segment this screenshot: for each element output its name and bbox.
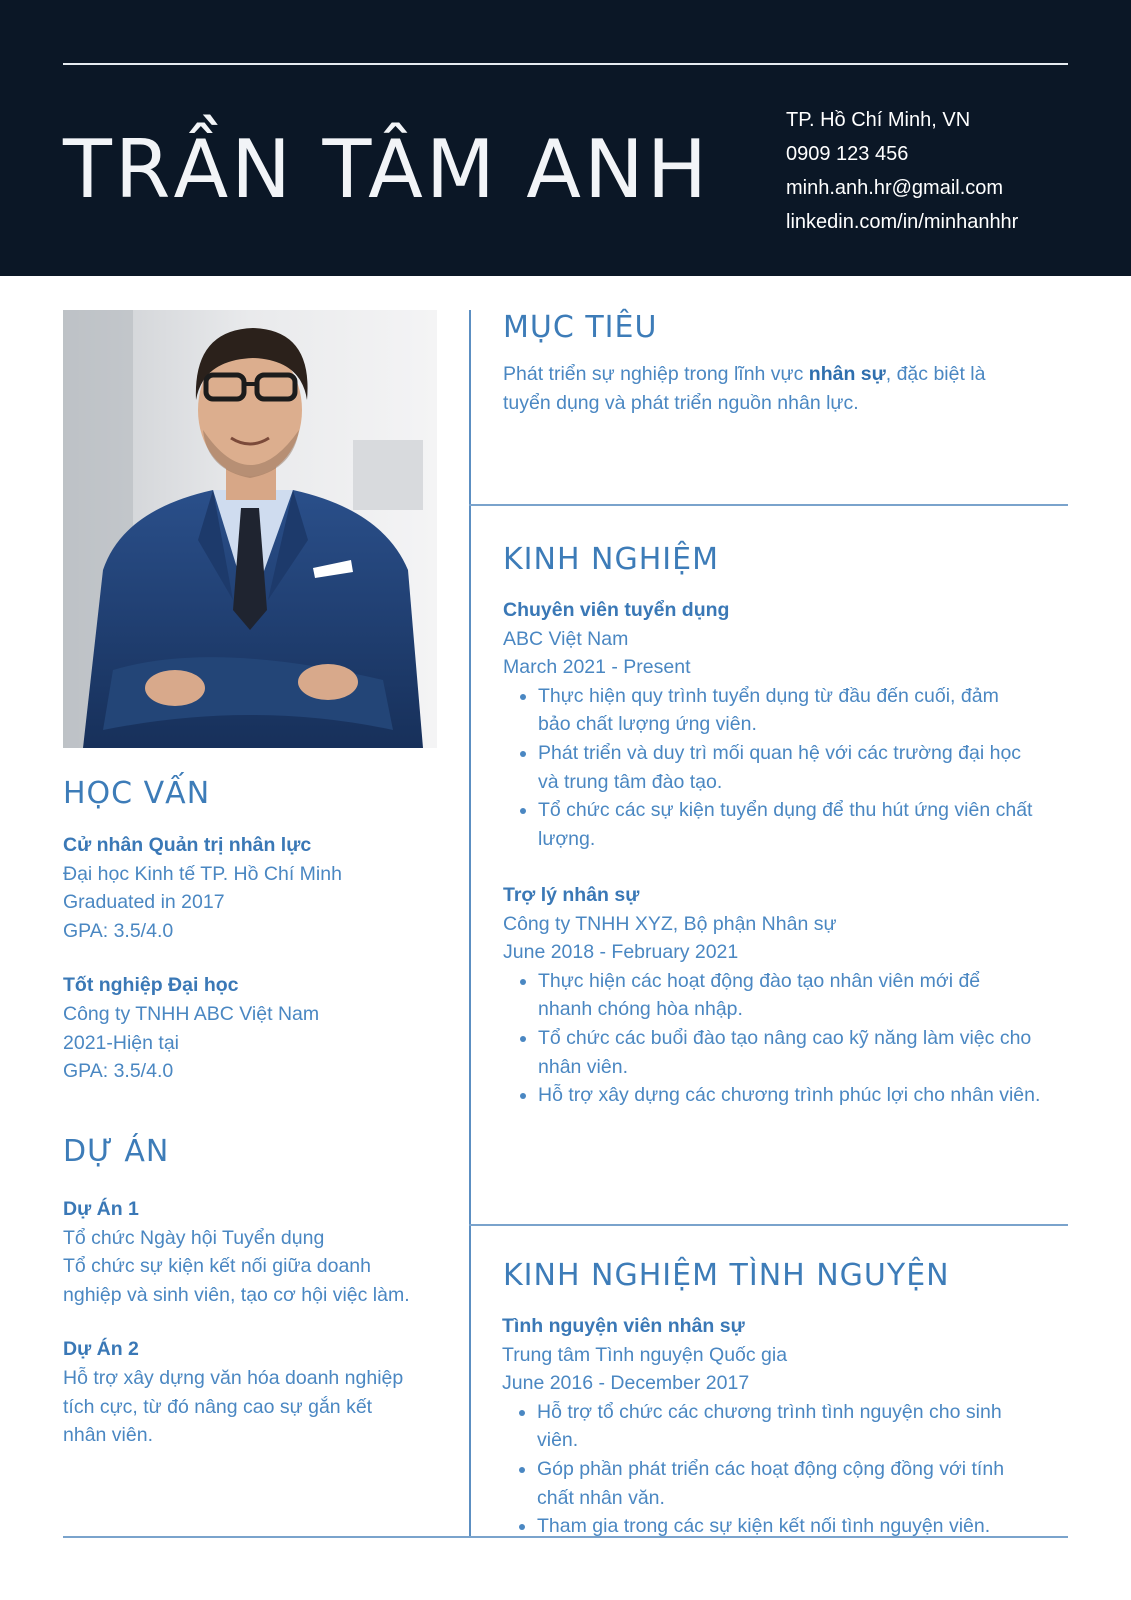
job-company: ABC Việt Nam xyxy=(503,627,629,650)
volunteer-org: Trung tâm Tình nguyện Quốc gia xyxy=(502,1343,788,1366)
list-item xyxy=(537,1512,1072,1541)
bullet-line: • Góp phần phát triển các hoạt động cộng đồng với tính xyxy=(537,1457,1005,1480)
bullet-line: viên. xyxy=(537,1429,579,1452)
experience-job xyxy=(503,596,1073,853)
contact-linkedin[interactable]: linkedin.com/in/minhanhhr xyxy=(786,211,1019,233)
education-title: HỌC VẤN xyxy=(63,776,211,811)
volunteer-title: KINH NGHIỆM TÌNH NGUYỆN xyxy=(503,1258,950,1293)
objective-highlight: nhân sự xyxy=(808,363,886,385)
job-company: Công ty TNHH XYZ, Bộ phận Nhân sự xyxy=(503,912,837,935)
job-bullets xyxy=(503,682,1073,854)
objective-line: tuyển dụng và phát triển nguồn nhân lực. xyxy=(503,391,859,414)
education-degree: Tốt nghiệp Đại học xyxy=(63,974,239,997)
project-line: Tổ chức Ngày hội Tuyển dụng xyxy=(63,1226,325,1249)
bullet-line: • Tham gia trong các sự kiện kết nối tình nguyện viên. xyxy=(537,1515,991,1538)
volunteer-bullets xyxy=(502,1398,1072,1541)
job-bullets xyxy=(503,967,1073,1110)
list-item xyxy=(538,682,1073,739)
list-item xyxy=(538,1081,1073,1110)
education-degree: Cử nhân Quản trị nhân lực xyxy=(63,834,312,856)
section-divider xyxy=(469,1224,1068,1226)
list-item xyxy=(538,1024,1073,1081)
bullet-line: lượng. xyxy=(538,827,596,850)
profile-photo xyxy=(63,310,437,748)
bullet-line: • Thực hiện các hoạt động đào tạo nhân viên mới để xyxy=(538,969,981,992)
bullet-line: bảo chất lượng ứng viên. xyxy=(538,713,757,736)
project-line: nhân viên. xyxy=(63,1424,153,1447)
bullet-line: • Hỗ trợ tổ chức các chương trình tình nguyện cho sinh xyxy=(537,1400,1002,1423)
candidate-name: TRẦN TÂM ANH xyxy=(63,123,711,216)
education-date: Graduated in 2017 xyxy=(63,891,225,914)
contact-location: TP. Hồ Chí Minh, VN xyxy=(786,109,971,131)
resume-header xyxy=(0,0,1131,276)
experience-job xyxy=(503,881,1073,1110)
bullet-line: chất nhân văn. xyxy=(537,1486,665,1509)
project-name: Dự Án 1 xyxy=(63,1198,139,1220)
education-gpa: GPA: 3.5/4.0 xyxy=(63,1060,174,1083)
volunteer-section xyxy=(502,1312,1072,1541)
contact-phone: 0909 123 456 xyxy=(786,143,909,165)
contact-info xyxy=(786,103,1018,239)
objective-line xyxy=(503,360,1063,389)
bullet-line: • Phát triển và duy trì mối quan hệ với các trường đại học xyxy=(538,741,1022,764)
bullet-line: • Thực hiện quy trình tuyển dụng từ đầu đến cuối, đảm xyxy=(538,684,999,707)
volunteer-role: Tình nguyện viên nhân sự xyxy=(502,1315,745,1337)
bullet-line: • Tổ chức các buổi đào tạo nâng cao kỹ năng làm việc cho xyxy=(538,1026,1032,1049)
job-date: March 2021 - Present xyxy=(503,656,691,679)
project-name: Dự Án 2 xyxy=(63,1338,139,1361)
project-line: tích cực, từ đó nâng cao sự gắn kết xyxy=(63,1395,373,1418)
contact-email[interactable]: minh.anh.hr@gmail.com xyxy=(786,177,1004,199)
project-line: nghiệp và sinh viên, tạo cơ hội việc làm. xyxy=(63,1283,410,1306)
education-school: Công ty TNHH ABC Việt Nam xyxy=(63,1002,320,1025)
bullet-line: • Hỗ trợ xây dựng các chương trình phúc lợi cho nhân viên. xyxy=(538,1084,1041,1107)
column-divider xyxy=(469,310,471,1538)
section-divider xyxy=(469,504,1068,506)
education-school: Đại học Kinh tế TP. Hồ Chí Minh xyxy=(63,862,342,885)
objective-section xyxy=(503,360,1063,417)
bullet-line: và trung tâm đào tạo. xyxy=(538,770,723,793)
list-item xyxy=(538,967,1073,1024)
bullet-line: nhân viên. xyxy=(538,1055,628,1078)
project-line: Tổ chức sự kiện kết nối giữa doanh xyxy=(63,1255,371,1278)
education-date: 2021-Hiện tại xyxy=(63,1031,179,1054)
list-item xyxy=(537,1398,1072,1455)
education-gpa: GPA: 3.5/4.0 xyxy=(63,919,174,942)
projects-section xyxy=(63,1195,458,1450)
objective-title: MỤC TIÊU xyxy=(503,310,658,345)
objective-text: Phát triển sự nghiệp trong lĩnh vực xyxy=(503,363,809,385)
experience-title: KINH NGHIỆM xyxy=(503,542,719,577)
list-item xyxy=(538,796,1073,853)
volunteer-date: June 2016 - December 2017 xyxy=(502,1372,750,1395)
job-role: Chuyên viên tuyển dụng xyxy=(503,599,730,621)
bullet-line: nhanh chóng hòa nhập. xyxy=(538,998,743,1021)
header-divider xyxy=(63,63,1068,65)
job-date: June 2018 - February 2021 xyxy=(503,941,739,964)
list-item xyxy=(537,1455,1072,1512)
job-role: Trợ lý nhân sự xyxy=(503,884,640,906)
bullet-line: • Tổ chức các sự kiện tuyển dụng để thu hút ứng viên chất xyxy=(538,799,1033,822)
objective-text: , đặc biệt là xyxy=(885,363,986,385)
project-line: Hỗ trợ xây dựng văn hóa doanh nghiệp xyxy=(63,1366,404,1389)
list-item xyxy=(538,739,1073,796)
projects-title: DỰ ÁN xyxy=(63,1134,170,1169)
education-section xyxy=(63,831,453,1086)
